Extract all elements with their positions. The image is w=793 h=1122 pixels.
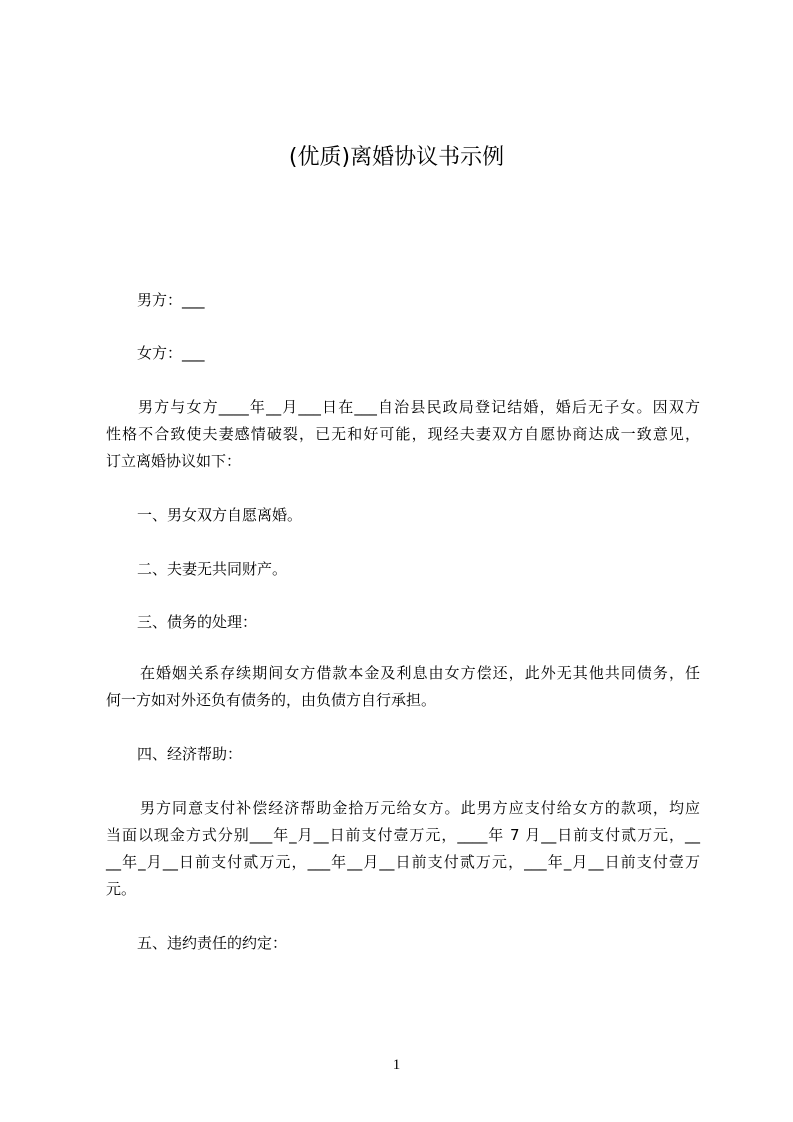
intro-paragraph-line-3: 订立离婚协议如下： [106, 452, 242, 470]
intro-paragraph-line-2: 性格不合致使夫妻感情破裂，已无和好可能，现经夫妻双方自愿协商达成一致意见， [106, 425, 700, 443]
clause-four-body-line-2: 当面以现金方式分别___年_月__日前支付壹万元，____年 7 月__日前支付贰万元，__ [106, 826, 700, 844]
clause-four-body-line-3: __年_月__日前支付贰万元，___年__月__日前支付贰万元，___年_月__日前支付壹万 [106, 853, 700, 871]
clause-three-body-line-1: 在婚姻关系存续期间女方借款本金及利息由女方偿还，此外无其他共同债务，任 [140, 664, 700, 682]
clause-four-body-line-1: 男方同意支付补偿经济帮助金拾万元给女方。此男方应支付给女方的款项，均应 [140, 799, 700, 817]
page-title: (优质)离婚协议书示例 [288, 145, 505, 170]
clause-four-heading: 四、经济帮助： [137, 745, 243, 763]
page-number: 1 [392, 1057, 401, 1073]
clause-three-heading: 三、债务的处理： [137, 613, 258, 631]
intro-paragraph-line-1: 男方与女方____年__月___日在___自治县民政局登记结婚，婚后无子女。因双方 [138, 398, 700, 416]
clause-three-body-line-2: 何一方如对外还负有债务的，由负债方自行承担。 [106, 691, 437, 709]
female-party-line: 女方：___ [137, 344, 205, 362]
male-party-line: 男方：___ [137, 291, 205, 309]
clause-one: 一、男女双方自愿离婚。 [137, 506, 303, 524]
clause-two: 二、夫妻无共同财产。 [137, 560, 288, 578]
clause-four-body-line-4: 元。 [106, 880, 137, 898]
clause-five-heading: 五、违约责任的约定： [137, 934, 288, 952]
